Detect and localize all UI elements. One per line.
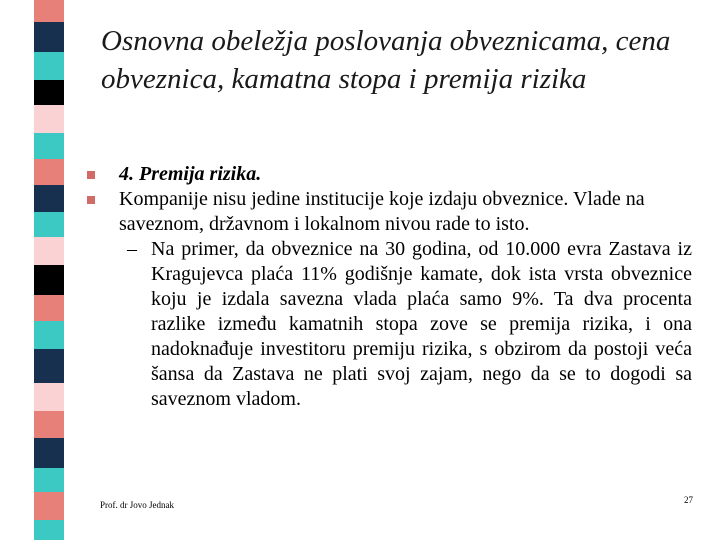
strip-block (34, 185, 64, 212)
bullet-text: Kompanije nisu jedine institucije koje izdaju obveznice. Vlade na saveznom, državnom i lokalnom nivou rade to isto. (119, 188, 645, 235)
page-number: 27 (684, 495, 693, 505)
sub-bullet-item (82, 237, 692, 412)
strip-block (34, 105, 64, 133)
strip-block (34, 0, 64, 22)
strip-block (34, 492, 64, 520)
strip-block (34, 295, 64, 321)
strip-block (34, 411, 64, 438)
strip-block (34, 321, 64, 349)
strip-block (34, 22, 64, 52)
strip-block (34, 438, 64, 468)
strip-block (34, 133, 64, 159)
strip-block (34, 159, 64, 185)
strip-block (34, 52, 64, 80)
bullet-list (82, 162, 692, 412)
strip-block (34, 265, 64, 295)
bullet-item (82, 162, 692, 187)
dash-bullet-icon: – (127, 238, 137, 260)
strip-block (34, 520, 64, 540)
strip-block (34, 212, 64, 237)
strip-block (34, 237, 64, 265)
slide-title: Osnovna obeležja poslovanja obveznicama, cena obveznica, kamatna stopa i premija rizika (101, 25, 671, 95)
strip-block (34, 383, 64, 411)
square-bullet-icon (87, 196, 95, 204)
square-bullet-icon (87, 171, 95, 179)
bullet-item (82, 187, 692, 237)
bullet-heading: 4. Premija rizika. (119, 163, 262, 185)
strip-block (34, 80, 64, 105)
strip-block (34, 349, 64, 383)
strip-block (34, 468, 64, 492)
decorative-color-strip (34, 0, 64, 540)
sub-bullet-text: Na primer, da obveznice na 30 godina, od 10.000 evra Zastava iz Kragujevca plaća 11% godišnje kamate, dok ista vrsta obveznice koju je izdala savezna vlada plaća samo 9%. Ta dva procenta razlike između kamatnih stopa zove se premija rizika, i ona nadoknađuje investitoru premiju rizika, s obzirom da postoji veća šansa da Zastava ne plati svoj zajam, nego da se to dogodi sa saveznom vladom. (151, 238, 692, 410)
footer-author: Prof. dr Jovo Jednak (100, 500, 174, 510)
